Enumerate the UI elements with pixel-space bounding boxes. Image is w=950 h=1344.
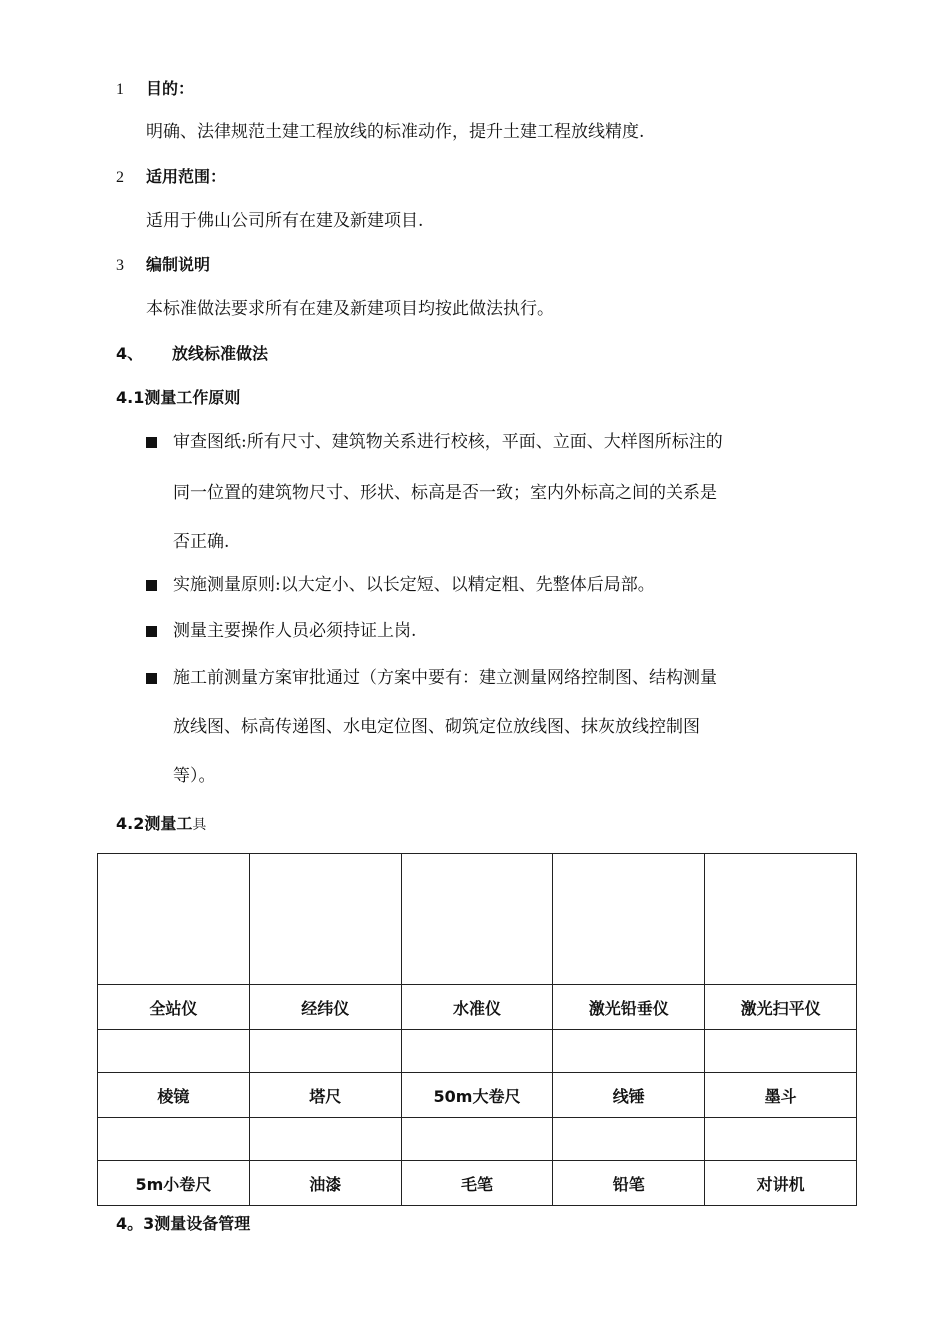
section-title: 适用范围：	[146, 167, 227, 186]
bullet-3-line-1: 测量主要操作人员必须持证上岗.	[173, 621, 417, 641]
tool-image-cell	[98, 854, 250, 985]
tool-label-cell: 经纬仪	[249, 985, 401, 1030]
bullet-1-line-2: 同一位置的建筑物尺寸、形状、标高是否一致；室内外标高之间的关系是	[173, 483, 717, 503]
tool-image-cell	[553, 854, 705, 985]
section-number: 3	[116, 257, 124, 274]
tool-image-cell	[249, 1118, 401, 1161]
tool-label-cell: 墨斗	[705, 1073, 857, 1118]
tool-label-cell: 激光扫平仪	[705, 985, 857, 1030]
tool-label-row	[98, 985, 857, 1030]
bullet-1-line-3: 否正确.	[173, 532, 230, 552]
tool-label-cell: 油漆	[249, 1161, 401, 1206]
square-bullet-icon	[146, 437, 157, 448]
tool-image-row	[98, 1030, 857, 1073]
section-2-body: 适用于佛山公司所有在建及新建项目.	[146, 211, 424, 231]
tool-image-cell	[553, 1030, 705, 1073]
subsection-title-tail: 具	[192, 817, 207, 833]
bullet-4-line-1: 施工前测量方案审批通过（方案中要有：建立测量网络控制图、结构测量	[173, 668, 717, 688]
measurement-tools-table	[97, 853, 857, 1206]
tool-label-cell: 棱镜	[98, 1073, 250, 1118]
tool-image-row	[98, 1118, 857, 1161]
subsection-title: 4.2测量工	[116, 814, 193, 833]
tool-image-cell	[249, 854, 401, 985]
tool-image-cell	[705, 1030, 857, 1073]
section-title: 放线标准做法	[172, 344, 269, 363]
tool-label-cell: 毛笔	[401, 1161, 553, 1206]
section-title: 编制说明	[146, 255, 211, 274]
section-number: 1	[116, 81, 124, 98]
section-4-heading	[116, 343, 268, 365]
subsection-4-3-heading: 4。3测量设备管理	[116, 1214, 251, 1233]
tool-image-cell	[98, 1030, 250, 1073]
bullet-2-line-1: 实施测量原则:以大定小、以长定短、以精定粗、先整体后局部。	[173, 575, 655, 595]
square-bullet-icon	[146, 626, 157, 637]
tool-label-cell: 铅笔	[553, 1161, 705, 1206]
tool-image-cell	[401, 854, 553, 985]
tool-image-cell	[553, 1118, 705, 1161]
tool-label-cell: 50m大卷尺	[401, 1073, 553, 1118]
tool-label-row	[98, 1073, 857, 1118]
tool-image-cell	[98, 1118, 250, 1161]
section-title: 目的：	[146, 79, 195, 98]
tool-image-cell	[705, 1118, 857, 1161]
tool-label-cell: 对讲机	[705, 1161, 857, 1206]
section-3-heading	[116, 254, 210, 277]
tool-image-row	[98, 854, 857, 985]
section-number: 4、	[116, 344, 144, 363]
tool-image-cell	[705, 854, 857, 985]
tool-label-cell: 线锤	[553, 1073, 705, 1118]
bullet-4-line-2: 放线图、标高传递图、水电定位图、砌筑定位放线图、抹灰放线控制图	[173, 717, 700, 737]
bullet-1-line-1: 审查图纸:所有尺寸、建筑物关系进行校核，平面、立面、大样图所标注的	[173, 432, 723, 452]
section-1-heading	[116, 78, 194, 101]
subsection-4-1-heading: 4.1测量工作原则	[116, 388, 241, 407]
square-bullet-icon	[146, 580, 157, 591]
subsection-4-2-heading	[116, 813, 206, 836]
section-1-body: 明确、法律规范土建工程放线的标准动作，提升土建工程放线精度.	[146, 122, 645, 142]
tool-label-cell: 5m小卷尺	[98, 1161, 250, 1206]
tool-label-cell: 水准仪	[401, 985, 553, 1030]
square-bullet-icon	[146, 673, 157, 684]
tool-label-cell: 塔尺	[249, 1073, 401, 1118]
section-2-heading	[116, 166, 226, 189]
tool-image-cell	[401, 1030, 553, 1073]
tool-image-cell	[401, 1118, 553, 1161]
tool-label-cell: 全站仪	[98, 985, 250, 1030]
tool-image-cell	[249, 1030, 401, 1073]
section-3-body: 本标准做法要求所有在建及新建项目均按此做法执行。	[146, 299, 554, 319]
section-number: 2	[116, 169, 124, 186]
bullet-4-line-3: 等）。	[173, 766, 216, 786]
tool-label-row	[98, 1161, 857, 1206]
tool-label-cell: 激光铅垂仪	[553, 985, 705, 1030]
